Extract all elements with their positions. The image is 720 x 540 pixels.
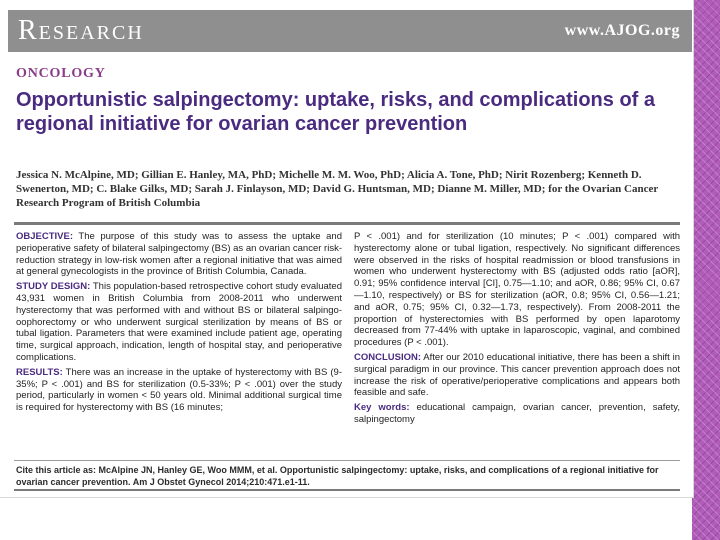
author-list: Jessica N. McAlpine, MD; Gillian E. Hanley, MA, PhD; Michelle M. M. Woo, PhD; Alicia A. Tone, PhD; Nirit Rozenberg; Kenneth D. Swenerton, MD; C. Blake Gilks, MD; Sarah J. Finlayson, MD; David G. Huntsman, MD; Dianne M. Miller, MD; for the Ovarian Cancer Research Program of British Columbia	[16, 169, 659, 209]
citation: Cite this article as: McAlpine JN, Hanley GE, Woo MMM, et al. Opportunistic salpingectomy: uptake, risks, and complications of a regional initiative for ovarian cancer prevention. Am J Obstet Gynecol 2014;210:471.e1-11.	[16, 465, 659, 487]
middle-divider	[14, 460, 680, 461]
objective-heading: OBJECTIVE:	[16, 231, 74, 242]
bottom-divider	[14, 489, 680, 491]
conclusion-heading: CONCLUSION:	[354, 351, 422, 363]
banner-title: Research	[18, 15, 144, 46]
article-title: Opportunistic salpingectomy: uptake, risks, and complications of a regional initiative for ovarian cancer prevention	[16, 89, 656, 135]
results-paragraph	[16, 367, 342, 414]
objective-paragraph	[16, 231, 342, 278]
decorative-side-strip	[692, 0, 720, 540]
top-divider	[14, 222, 680, 225]
abstract	[16, 231, 680, 456]
section-label: ONCOLOGY	[16, 66, 106, 81]
design-heading: STUDY DESIGN:	[16, 281, 91, 293]
journal-banner	[8, 10, 692, 52]
journal-url: www.AJOG.org	[564, 22, 680, 39]
results-continued: P < .001) and for sterilization (10 minutes; P < .001) compared with hysterectomy alone or tubal ligation, respectively. No significant differences were observed in the risks of hospital readmission or blood transfusions in women who underwent hysterectomy with BS (adjusted odds ratio [aOR], 0.91; 95% confidence interval [CI], 0.75—1.10; and aOR, 0.86; 95% CI, 0.67—1.10, respectively) or BS for sterilization (aOR, 0.8; 95% CI, 0.56—1.21; and aOR, 0.75; 95% CI, 0.32—1.73, respectively). From 2008-2011 the proportion of hysterectomies with BS performed by open laparotomy decreased from 77-44% with uptake in laparoscopic, vaginal, and combined procedures (P < .001).	[354, 231, 680, 349]
design-text: This population-based retrospective cohort study evaluated 43,931 women in British Columbia from 2008-2011 who underwent hysterectomy that was performed with and without BS or bilateral salpingo-oophorectomy or who underwent surgical sterilization by means of BS or tubal ligation. Parameters that were examined include patient age, operating time, surgical approach, indication, length of hospital stay, and perioperative complications.	[16, 281, 342, 363]
objective-text: The purpose of this study was to assess the uptake and perioperative safety of bilateral salpingectomy (BS) as an ovarian cancer risk-reduction strategy in low-risk women after a regional initiative that was aimed at general gynecologists in the province of British Columbia, Canada.	[16, 231, 342, 278]
abstract-left-column	[16, 231, 342, 456]
results-text: There was an increase in the uptake of hysterectomy with BS (9-35%; P < .001) and BS for sterilization (0.5-33%; P < .001) over the study period, particularly in women < 50 years old. Minimal additional surgical time is required for hysterectomy with BS (16 minutes;	[16, 366, 342, 414]
conclusion-paragraph	[354, 352, 680, 399]
conclusion-text: After our 2010 educational initiative, there has been a shift in surgical paradigm in our province. This cancer prevention approach does not increase the risk of operative/perioperative complications and appears both feasible and safe.	[354, 351, 680, 399]
abstract-right-column	[354, 231, 680, 456]
keywords-paragraph	[354, 402, 680, 426]
keywords-text: educational campaign, ovarian cancer, prevention, safety, salpingectomy	[354, 402, 680, 425]
design-paragraph	[16, 281, 342, 364]
results-heading: RESULTS:	[16, 366, 63, 378]
keywords-heading: Key words:	[354, 402, 410, 414]
